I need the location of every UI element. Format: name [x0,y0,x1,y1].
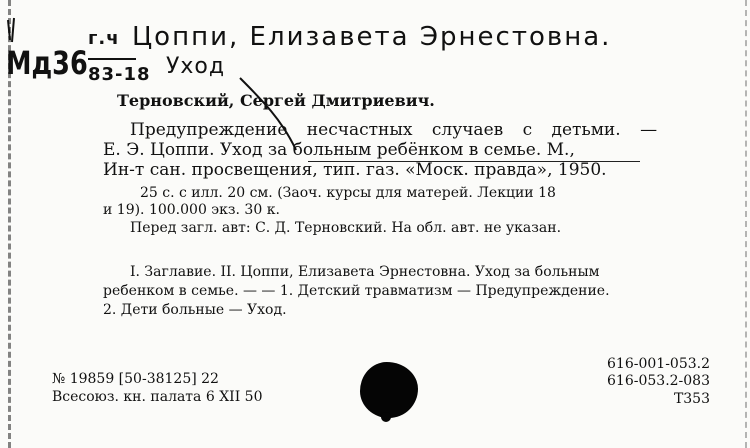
entry-physical-line-1: 25 с. с илл. 20 см. (Заоч. курсы для матерей. Лекции 18 [140,185,556,201]
entry-title-line-2: Е. Э. Цоппи. Уход за больным ребёнком в семье. М., [103,140,575,160]
handwritten-subject-note: Уход [166,54,226,79]
entry-title-line-1: Предупреждение несчастных случаев с детьми. — [130,120,658,140]
classification-line-3: Т353 [673,391,710,407]
entry-title-line-3: Ин-т сан. просвещения, тип. газ. «Моск. правда», 1950. [103,160,607,180]
handwritten-shelf-mark: Мд36 [6,44,88,82]
handwritten-code-bottom: 83-18 [88,64,151,85]
tracing-line-1: I. Заглавие. II. Цоппи, Елизавета Эрнестовна. Уход за больным [130,264,600,280]
ink-drip [381,412,391,422]
ink-blot [360,362,418,418]
entry-physical-line-2: и 19). 100.000 экз. 30 к. [103,202,280,218]
tracing-line-3: 2. Дети больные — Уход. [103,302,287,318]
classification-line-2: 616-053.2-083 [607,373,710,389]
registration-number: № 19859 [50-38125] 22 [52,371,219,387]
entry-note: Перед загл. авт: С. Д. Терновский. На обл. авт. не указан. [130,220,562,236]
tracing-line-2: ребенком в семье. — — 1. Детский травматизм — Предупреждение. [103,283,610,299]
book-chamber-line: Всесоюз. кн. палата 6 XII 50 [52,389,263,405]
entry-heading: Терновский, Сергей Дмитриевич. [117,91,435,110]
classification-line-1: 616-001-053.2 [607,356,710,372]
handwritten-author-note: Цоппи, Елизавета Эрнестовна. [132,22,612,52]
handwritten-code-top: г.ч [88,28,120,49]
